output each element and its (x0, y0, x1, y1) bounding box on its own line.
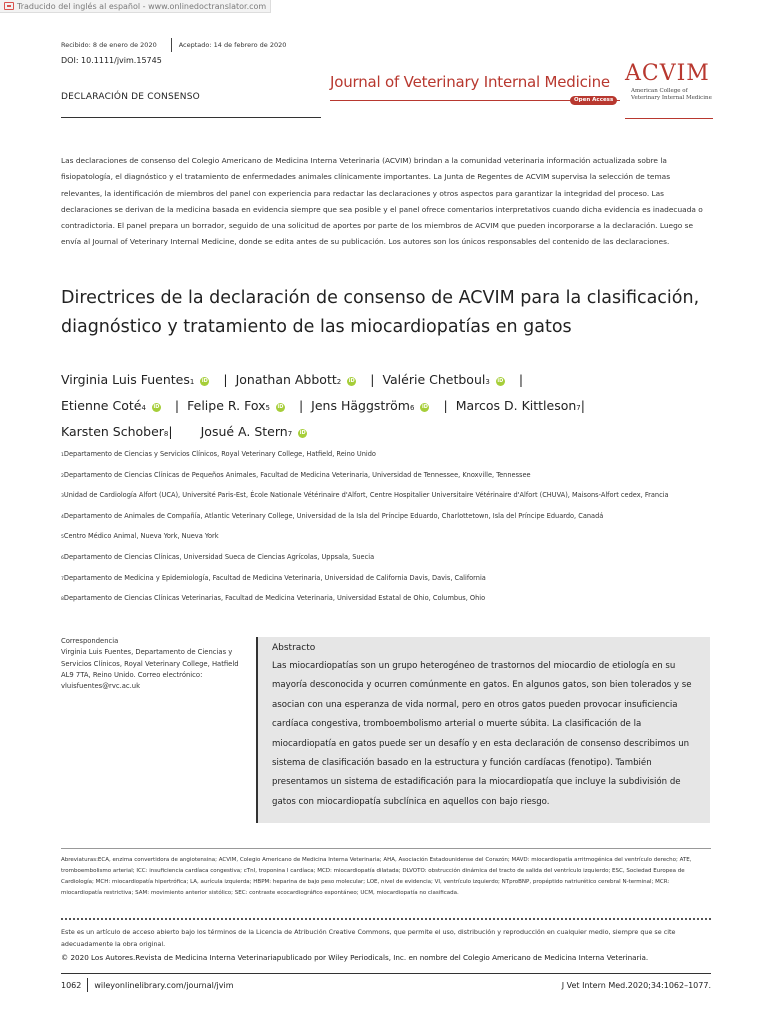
copyright-text: © 2020 Los Autores.Revista de Medicina Interna Veterinariapublicado por Wiley Periodicals, Inc. en nombre del Colegio Americano de Medicina Interna Veterinaria. (61, 953, 649, 962)
abbreviations: Abreviaturas:ECA, enzima convertidora de angiotensina; ACVIM, Colegio Americano de Medicina Interna Veterinaria; AHA, Asociación Estadounidense del Corazón; MAVD: miocardiopatía arritmogénica del ventrículo derecho; ATE, tromboembolismo arterial; ICC: insuficiencia cardíaca congestiva; cTnI, troponina I cardíaca; MCD: miocardiopatía dilatada; DLVOTO: obstrucción dinámica del tracto de salida del ventrículo izquierdo; ESC, Sociedad Europea de Cardiología; MCH: miocardiopatía hipertrófica; LA, aurícula izquierda; HBPM: heparina de bajo peso molecular; LOE, nivel de evidencia; VI, ventrículo izquierdo; NTproBNP, propéptido natriurético cerebral N-terminal; MCR: miocardiopatía restrictiva; SAM: movimiento anterior sistólico; SEC: contraste ecocardiográfico espontáneo; UCM, miocardiopatía no clasificada. (61, 857, 692, 896)
acvim-logo[interactable] (625, 62, 713, 102)
author[interactable]: Etienne Coté4 iD (61, 398, 160, 413)
page-footer (61, 978, 711, 992)
dates-row (61, 38, 286, 52)
affiliation: 6Departamento de Ciencias Clínicas, Universidad Sueca de Ciencias Agrícolas, Uppsala, Suecia (61, 552, 375, 561)
date-divider (171, 38, 172, 52)
author[interactable]: Marcos D. Kittleson7 (455, 398, 581, 413)
orcid-icon[interactable]: iD (277, 404, 284, 410)
license-divider (61, 918, 711, 920)
correspondence-text: Virginia Luis Fuentes, Departamento de Ciencias y Servicios Clínicos, Royal Veterinary College, Hatfield AL9 7TA, Reino Unido. Correo electrónico: vluisfuentes@rvc.ac.uk (61, 648, 239, 691)
page-number: 1062 (61, 980, 82, 990)
journal-name[interactable]: Journal of Veterinary Internal Medicine (330, 73, 610, 91)
footer-separator (87, 978, 88, 992)
correspondence (61, 636, 241, 692)
received-date: Recibido: 8 de enero de 2020 (61, 41, 157, 49)
abstract-box (256, 637, 710, 823)
affiliation: 7Departamento de Medicina y Epidemiología, Facultad de Medicina Veterinaria, Universidad de California Davis, Davis, California (61, 573, 486, 582)
license-text: Este es un artículo de acceso abierto bajo los términos de la Licencia de Atribución Creative Commons, que permite el uso, distribución y reproducción en cualquier medio, siempre que se cite adecuadamente la obra original. (61, 928, 676, 948)
author[interactable]: Virginia Luis Fuentes1 iD (61, 372, 208, 387)
affiliation: 8Departamento de Ciencias Clínicas Veterinarias, Facultad de Medicina Veterinaria, Universidad Estatal de Ohio, Columbus, Ohio (61, 594, 486, 603)
affiliation: 2Departamento de Ciencias Clínicas de Pequeños Animales, Facultad de Medicina Veterinaria, Universidad de Tennessee, Knoxville, Tennessee (61, 470, 531, 479)
author[interactable]: Jens Häggström6 iD (311, 398, 428, 413)
orcid-icon[interactable]: iD (497, 378, 504, 384)
journal-url[interactable]: wileyonlinelibrary.com/journal/jvim (94, 980, 234, 990)
acvim-divider (625, 118, 713, 119)
author-list: Virginia Luis Fuentes1 iD | Jonathan Abbott2 iD | Valérie Chetboul3 iD | Etienne Coté4 iD | Felipe R. Fox5 iD | Jens Häggström6 iD | Marcos D. Kittleson7| Karsten Schober8| Josué A. Stern7 iD (61, 372, 585, 439)
abstract-text: Las miocardiopatías son un grupo heterogéneo de trastornos del miocardio de etiología en su mayoría desconocida y ocurren comúnmente en gatos. En algunos gatos, son bien tolerados y se asocian con una esperanza de vida normal, pero en otros gatos pueden provocar insuficiencia cardíaca congestiva, tromboembolismo arterial o muerte súbita. La clasificación de la miocardiopatía en gatos puede ser un desafío y en esta declaración de consenso describimos un sistema de clasificación basado en la estructura y función cardíacas (fenotipo). También presentamos un sistema de estadificación para la miocardiopatía que incluye la subdivisión de gatos con miocardiopatía subclínica en aquellos con bajo riesgo. (272, 661, 692, 807)
footer-divider (61, 973, 711, 974)
header-divider (61, 117, 321, 118)
citation: J Vet Intern Med.2020;34:1062–1077. (561, 980, 711, 990)
affiliation: 5Centro Médico Animal, Nueva York, Nueva York (61, 532, 219, 541)
abbreviations-divider (61, 848, 711, 849)
doi[interactable]: DOI: 10.1111/jvim.15745 (61, 56, 162, 65)
abstract-heading: Abstracto (272, 643, 316, 653)
acvim-logo-subtitle-1: American College of (631, 88, 688, 94)
translator-banner-text[interactable]: Traducido del inglés al español - www.onlinedoctranslator.com (17, 1, 267, 11)
correspondence-label: Correspondencia (61, 637, 119, 645)
author[interactable]: Karsten Schober8 (61, 424, 169, 439)
author[interactable]: Felipe R. Fox5 iD (187, 398, 284, 413)
open-access-badge: Open Access (570, 96, 617, 105)
author[interactable]: Valérie Chetboul3 iD (382, 372, 504, 387)
accepted-date: Aceptado: 14 de febrero de 2020 (178, 41, 287, 49)
affiliation-list (61, 449, 711, 614)
translator-banner[interactable] (0, 0, 271, 13)
acvim-logo-subtitle-2: Veterinary Internal Medicine (631, 95, 712, 101)
section-label: DECLARACIÓN DE CONSENSO (61, 92, 200, 102)
author[interactable]: Josué A. Stern7 iD (200, 424, 306, 439)
affiliation: 3Unidad de Cardiología Alfort (UCA), Université Paris-Est, École Nationale Vétérinaire d'Alfort, Centre Hospitalier Universitaire Vétérinaire d'Alfort (CHUVA), Maisons-Alfort cedex, Francia (61, 491, 669, 500)
author[interactable]: Jonathan Abbott2 iD (235, 372, 355, 387)
orcid-icon[interactable]: iD (299, 430, 306, 436)
affiliation: 1Departamento de Ciencias y Servicios Clínicos, Royal Veterinary College, Hatfield, Reino Unido (61, 450, 376, 458)
affiliation: 4Departamento de Animales de Compañía, Atlantic Veterinary College, Universidad de la Isla del Príncipe Eduardo, Charlottetown, Isla del Príncipe Eduardo, Canadá (61, 511, 604, 520)
acvim-logo-word: ACVIM (625, 61, 710, 86)
orcid-icon[interactable]: iD (153, 404, 160, 410)
orcid-icon[interactable]: iD (201, 378, 208, 384)
orcid-icon[interactable]: iD (348, 378, 355, 384)
orcid-icon[interactable]: iD (422, 404, 428, 410)
article-title: Directrices de la declaración de consenso de ACVIM para la clasificación, diagnóstico y tratamiento de las miocardiopatías en gatos (61, 288, 700, 337)
intro-paragraph: Las declaraciones de consenso del Colegio Americano de Medicina Interna Veterinaria (ACVIM) brindan a la comunidad veterinaria información actualizada sobre la fisiopatología, el diagnóstico y el tratamiento de enfermedades animales clínicamente importantes. La Junta de Regentes de ACVIM supervisa la selección de temas relevantes, la identificación de miembros del panel con experiencia para redactar las declaraciones y otros aspectos para garantizar la integridad del proceso. Las declaraciones se derivan de la medicina basada en evidencia siempre que sea posible y el panel ofrece comentarios interpretativos cuando dicha evidencia es inadecuada o contradictoria. El panel prepara un borrador, seguido de una solicitud de aportes por parte de los miembros de ACVIM que pueden incorporarse a la declaración. Luego se envía al Journal of Veterinary Internal Medicine, donde se edita antes de su publicación. Los autores son los únicos responsables del contenido de las declaraciones. (61, 156, 703, 247)
translate-icon (4, 2, 14, 10)
